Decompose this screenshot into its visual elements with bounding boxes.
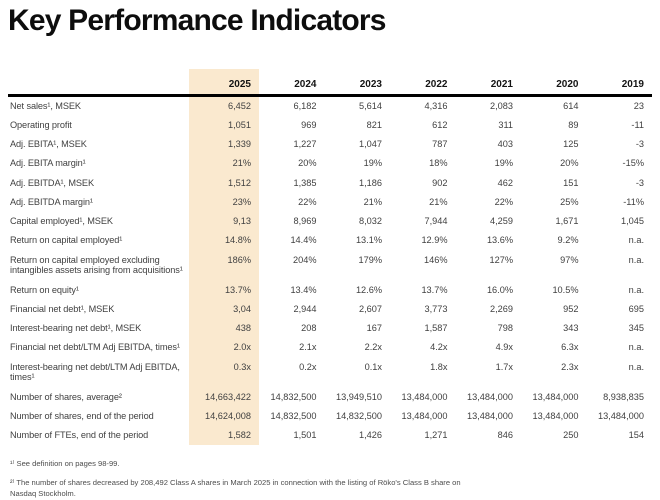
value-cell: 14,624,008: [189, 407, 259, 426]
table-row: [8, 300, 652, 319]
row-label: Return on capital employed excluding intangibles assets arising from acquisitions¹: [10, 254, 183, 276]
value-cell: 146%: [424, 254, 448, 265]
row-label: Number of shares, end of the period: [10, 410, 154, 421]
value-cell: 1,385: [293, 177, 317, 188]
year-column-header: 2019: [587, 69, 653, 96]
value-cell: 14,832,500: [270, 410, 317, 421]
value-cell: 13,484,000: [467, 410, 513, 421]
value-cell: 1.7x: [495, 361, 513, 372]
value-cell: n.a.: [628, 361, 644, 372]
value-cell: n.a.: [628, 254, 644, 265]
page-title: Key Performance Indicators: [8, 4, 386, 37]
value-cell: 9.2%: [557, 235, 579, 246]
row-label: Capital employed¹, MSEK: [10, 216, 113, 227]
value-cell: 1,227: [293, 139, 317, 150]
row-label: Interest-bearing net debt¹, MSEK: [10, 323, 142, 334]
value-cell: 14,832,500: [270, 391, 317, 402]
value-cell: 345: [628, 323, 644, 334]
value-cell: 2,269: [490, 303, 513, 314]
row-label: Return on capital employed¹: [10, 235, 123, 246]
value-cell: 311: [498, 119, 513, 130]
footnote-2: ²⁾ The number of shares decreased by 208,492 Class A shares in March 2025 in connection with the listing of Röko's Class B share on Nasdaq Stockholm.: [10, 477, 461, 498]
value-cell: 208: [301, 323, 317, 334]
row-label: Adj. EBITA¹, MSEK: [10, 139, 87, 150]
value-cell: 21%: [429, 196, 448, 207]
value-cell: 13.6%: [486, 235, 513, 246]
value-cell: 22%: [298, 196, 317, 207]
footnotes-section: [8, 458, 652, 499]
value-cell: 14.4%: [290, 235, 317, 246]
value-cell: 8,938,835: [603, 391, 644, 402]
value-cell: 13,484,000: [532, 410, 579, 421]
value-cell: 21%: [189, 154, 259, 173]
value-cell: 343: [563, 323, 579, 334]
value-cell: 695: [628, 303, 644, 314]
value-cell: 13,484,000: [467, 391, 513, 402]
table-row: [8, 319, 652, 338]
value-cell: 127%: [489, 254, 513, 265]
value-cell: 3,04: [189, 300, 259, 319]
table-row: [8, 116, 652, 135]
value-cell: 1,186: [359, 177, 382, 188]
value-cell: 9,13: [189, 212, 259, 231]
value-cell: 846: [497, 430, 513, 441]
value-cell: 462: [497, 177, 513, 188]
row-label: Adj. EBITDA margin¹: [10, 196, 93, 207]
value-cell: 1.8x: [430, 361, 448, 372]
value-cell: 8,032: [359, 216, 382, 227]
value-cell: 18%: [429, 158, 448, 169]
value-cell: 0.3x: [189, 357, 259, 387]
table-row: [8, 95, 652, 116]
value-cell: 151: [563, 177, 579, 188]
value-cell: 2,607: [359, 303, 382, 314]
value-cell: 1,051: [189, 116, 259, 135]
value-cell: 1,426: [359, 430, 382, 441]
value-cell: 14,832,500: [336, 410, 382, 421]
value-cell: 204%: [293, 254, 317, 265]
label-column-header: [8, 69, 189, 96]
value-cell: 1,501: [293, 430, 317, 441]
value-cell: 23: [633, 100, 644, 111]
value-cell: 97%: [560, 254, 579, 265]
year-column-header: 2024: [259, 69, 325, 96]
value-cell: -3: [635, 177, 644, 188]
value-cell: 612: [432, 119, 448, 130]
table-row: [8, 426, 652, 445]
row-label: Return on equity¹: [10, 284, 79, 295]
value-cell: 20%: [298, 158, 317, 169]
table-row: [8, 388, 652, 407]
table-row: [8, 250, 652, 280]
value-cell: 3,773: [424, 303, 448, 314]
value-cell: 10.5%: [552, 284, 579, 295]
table-row: [8, 338, 652, 357]
value-cell: 13,484,000: [401, 391, 448, 402]
row-label: Operating profit: [10, 119, 72, 130]
value-cell: 0.1x: [364, 361, 382, 372]
value-cell: 2.0x: [189, 338, 259, 357]
value-cell: 13.1%: [355, 235, 382, 246]
value-cell: 13.7%: [421, 284, 448, 295]
value-cell: 1,582: [189, 426, 259, 445]
value-cell: 0.2x: [299, 361, 317, 372]
value-cell: 8,969: [293, 216, 317, 227]
value-cell: 13,484,000: [532, 391, 579, 402]
row-label: Number of shares, average²: [10, 391, 122, 402]
value-cell: 89: [568, 119, 579, 130]
value-cell: 5,614: [359, 100, 382, 111]
year-column-header: 2025: [189, 69, 259, 96]
row-label: Adj. EBITDA¹, MSEK: [10, 177, 94, 188]
value-cell: 14.8%: [189, 231, 259, 250]
value-cell: 250: [563, 430, 579, 441]
value-cell: -11%: [623, 196, 644, 207]
value-cell: 1,339: [189, 135, 259, 154]
value-cell: 1,045: [621, 216, 644, 227]
value-cell: n.a.: [628, 284, 644, 295]
value-cell: 21%: [363, 196, 382, 207]
value-cell: -15%: [622, 158, 644, 169]
value-cell: 969: [301, 119, 317, 130]
value-cell: n.a.: [628, 235, 644, 246]
value-cell: 821: [366, 119, 382, 130]
value-cell: 25%: [560, 196, 579, 207]
value-cell: 16.0%: [486, 284, 513, 295]
year-column-header: 2022: [390, 69, 456, 96]
table-row: [8, 231, 652, 250]
table-row: [8, 280, 652, 299]
value-cell: 4,259: [490, 216, 513, 227]
value-cell: 14,663,422: [189, 388, 259, 407]
value-cell: 798: [497, 323, 513, 334]
value-cell: 2.2x: [364, 342, 382, 353]
value-cell: 2.1x: [299, 342, 317, 353]
year-column-header: 2021: [456, 69, 522, 96]
value-cell: 19%: [494, 158, 513, 169]
table-row: [8, 357, 652, 387]
table-row: [8, 193, 652, 212]
row-label: Number of FTEs, end of the period: [10, 430, 149, 441]
value-cell: 6,452: [189, 95, 259, 116]
value-cell: 403: [497, 139, 513, 150]
value-cell: 179%: [358, 254, 382, 265]
value-cell: -3: [635, 139, 644, 150]
value-cell: 13,484,000: [598, 410, 644, 421]
value-cell: 902: [432, 177, 448, 188]
table-row: [8, 173, 652, 192]
value-cell: 13.7%: [189, 280, 259, 299]
value-cell: 4,316: [424, 100, 448, 111]
table-header-row: [8, 69, 652, 96]
value-cell: 13.4%: [290, 284, 317, 295]
value-cell: 438: [189, 319, 259, 338]
value-cell: 22%: [494, 196, 513, 207]
row-label: Financial net debt/LTM Adj EBITDA, times¹: [10, 342, 180, 353]
value-cell: 7,944: [424, 216, 448, 227]
value-cell: 2.3x: [561, 361, 579, 372]
value-cell: 19%: [363, 158, 382, 169]
year-column-header: 2023: [325, 69, 391, 96]
table-row: [8, 212, 652, 231]
value-cell: 614: [563, 100, 579, 111]
value-cell: 4.2x: [430, 342, 448, 353]
value-cell: 12.9%: [421, 235, 448, 246]
value-cell: n.a.: [628, 342, 644, 353]
table-row: [8, 154, 652, 173]
value-cell: 952: [563, 303, 579, 314]
kpi-table: [8, 69, 652, 446]
value-cell: 787: [432, 139, 448, 150]
value-cell: 23%: [189, 193, 259, 212]
value-cell: 1,047: [359, 139, 382, 150]
year-column-header: 2020: [521, 69, 587, 96]
value-cell: 154: [628, 430, 644, 441]
table-row: [8, 135, 652, 154]
value-cell: 6,182: [293, 100, 317, 111]
row-label: Net sales¹, MSEK: [10, 100, 81, 111]
value-cell: 186%: [189, 250, 259, 280]
value-cell: 13,949,510: [336, 391, 382, 402]
value-cell: 1,271: [424, 430, 448, 441]
table-row: [8, 407, 652, 426]
row-label: Interest-bearing net debt/LTM Adj EBITDA, times¹: [10, 361, 180, 383]
value-cell: 12.6%: [355, 284, 382, 295]
value-cell: 13,484,000: [401, 410, 448, 421]
value-cell: 167: [366, 323, 382, 334]
value-cell: 6.3x: [561, 342, 579, 353]
value-cell: 1,671: [555, 216, 579, 227]
row-label: Financial net debt¹, MSEK: [10, 303, 115, 314]
value-cell: 20%: [560, 158, 579, 169]
value-cell: 2,944: [293, 303, 317, 314]
value-cell: 125: [563, 139, 579, 150]
value-cell: 2,083: [490, 100, 513, 111]
value-cell: -11: [631, 119, 644, 130]
value-cell: 1,512: [189, 173, 259, 192]
value-cell: 1,587: [424, 323, 448, 334]
footnote-1: ¹⁾ See definition on pages 98-99.: [10, 459, 120, 469]
value-cell: 4.9x: [495, 342, 513, 353]
row-label: Adj. EBITA margin¹: [10, 158, 86, 169]
